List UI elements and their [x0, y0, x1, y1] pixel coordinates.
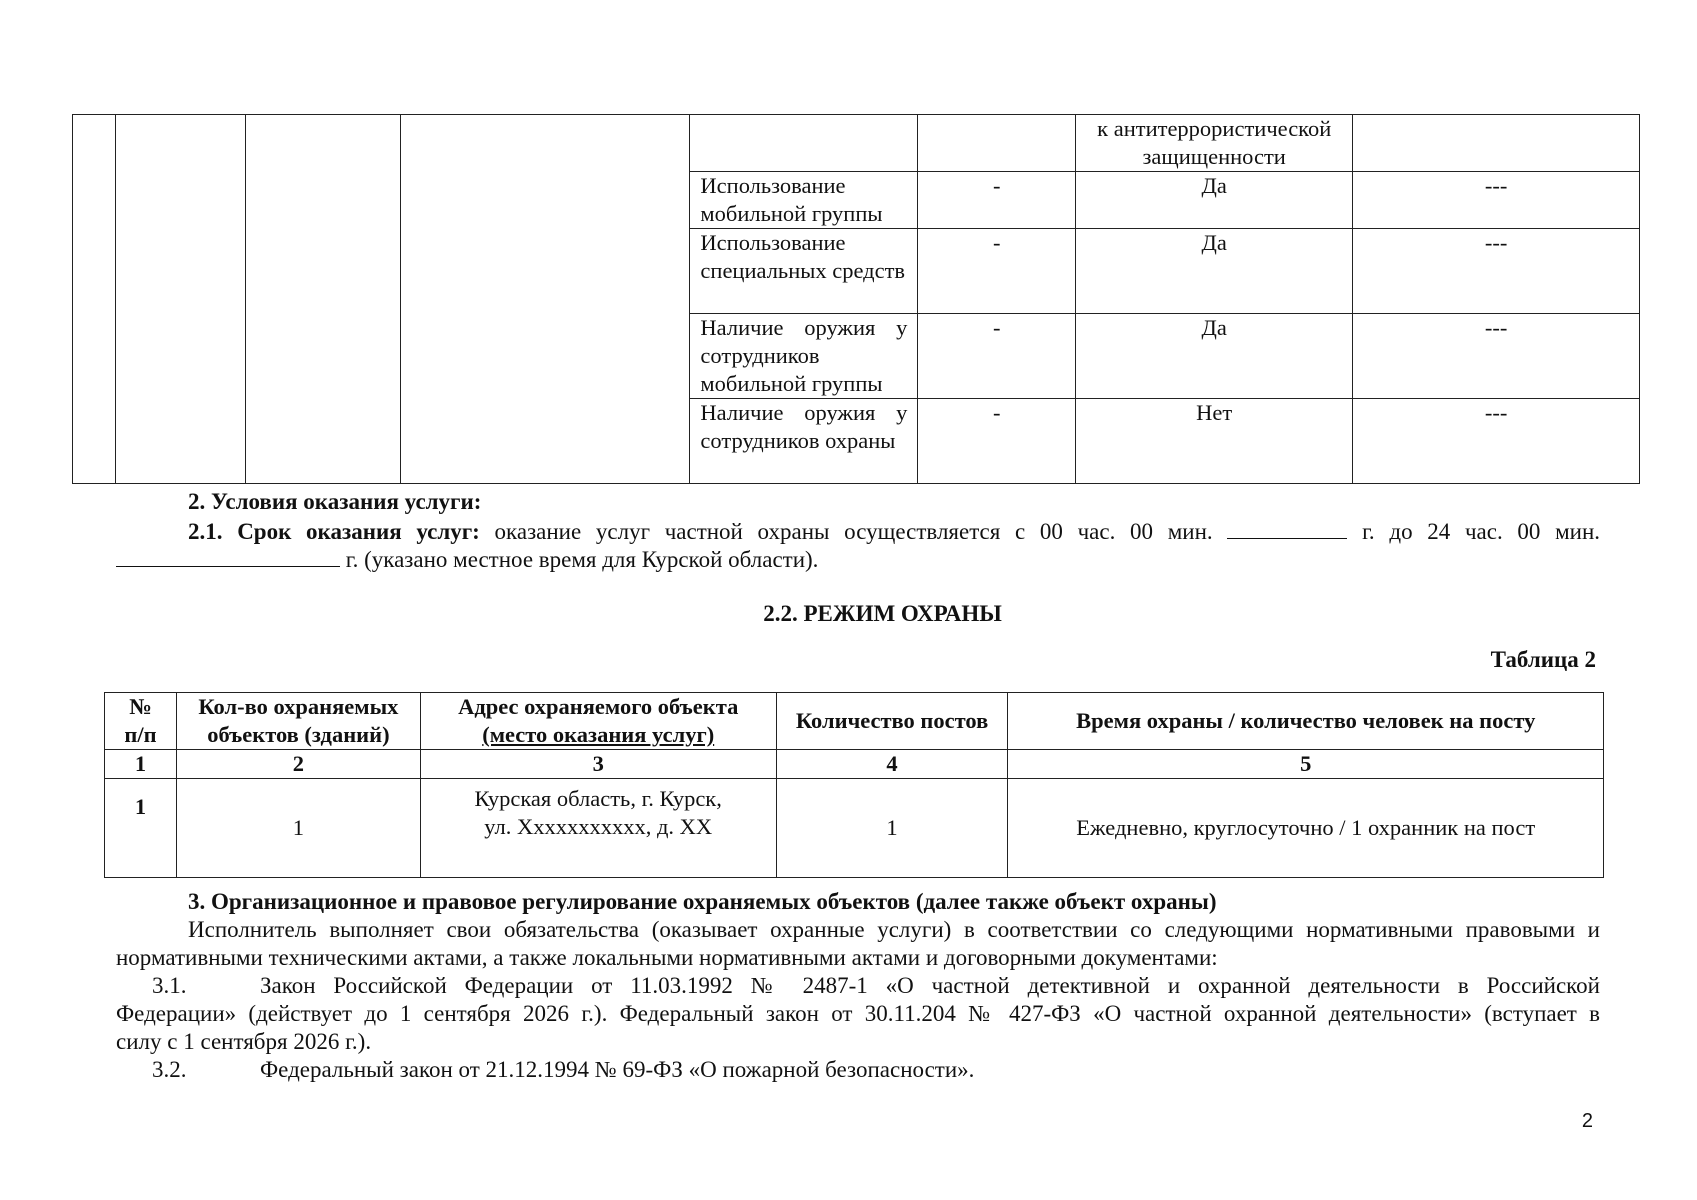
table-row [105, 779, 1604, 878]
section-2-1-label: 2.1. Срок оказания услуг: [188, 519, 480, 544]
value-cell: Да [1076, 314, 1353, 399]
measure-cell [690, 115, 918, 172]
table-row [73, 115, 1640, 172]
item-3-2-text: Федеральный закон от 21.12.1994 № 69-ФЗ «О пожарной безопасности». [260, 1057, 975, 1082]
row-number: 1 [105, 779, 177, 878]
page-number: 2 [1581, 1110, 1593, 1132]
section-3-heading: 3. Организационное и правовое регулирование охраняемых объектов (далее также объект охраны) [188, 889, 1217, 914]
services-table-continuation [72, 114, 1640, 484]
section-2-1-text-b: г. до 24 час. 00 мин. [1362, 519, 1601, 544]
table-2-label: Таблица 2 [1490, 647, 1596, 672]
section-3-intro-line1: Исполнитель выполняет свои обязательства (оказывает охранные услуги) в соответствии со следующими нормативными правовыми и [188, 917, 1600, 942]
section-2-1-line2 [116, 544, 818, 574]
section-3-intro-line2: нормативными техническими актами, а также локальными нормативными актами и договорными документами: [116, 945, 1218, 970]
posts-count: 1 [776, 779, 1008, 878]
cell: --- [1353, 229, 1640, 314]
column-header-time: Время охраны / количество человек на посту [1008, 693, 1604, 750]
objects-count: 1 [176, 779, 420, 878]
date-blank-start [1227, 516, 1347, 539]
column-numbers-row [105, 750, 1604, 779]
item-3-1-line3: силу с 1 сентября 2026 г.). [116, 1029, 372, 1054]
item-3-2-number: 3.2. [152, 1057, 187, 1082]
cell: --- [1353, 399, 1640, 484]
value-cell: Нет [1076, 399, 1353, 484]
measure-cell: Наличие оружия у сотрудников охраны [690, 399, 918, 484]
section-2-1-text-a: оказание услуг частной охраны осуществляется с 00 час. 00 мин. [494, 519, 1213, 544]
guard-time: Ежедневно, круглосуточно / 1 охранник на пост [1008, 779, 1604, 878]
section-2-1-line1 [188, 516, 1600, 546]
column-number: 1 [105, 750, 177, 779]
cell: - [918, 314, 1076, 399]
column-number: 3 [420, 750, 776, 779]
column-number: 4 [776, 750, 1008, 779]
measure-cell: Использование специальных средств [690, 229, 918, 314]
cell: - [918, 172, 1076, 229]
column-header-number: № п/п [105, 693, 177, 750]
measure-cell: Наличие оружия у сотрудников мобильной группы [690, 314, 918, 399]
cell [918, 115, 1076, 172]
column-number: 5 [1008, 750, 1604, 779]
cell: - [918, 399, 1076, 484]
value-cell: Да [1076, 229, 1353, 314]
table-header-row [105, 693, 1604, 750]
cell [1353, 115, 1640, 172]
column-header-address: Адрес охраняемого объекта (место оказания услуг) [420, 693, 776, 750]
value-cell: Да [1076, 172, 1353, 229]
item-3-1-line2: Федерации» (действует до 1 сентября 2026 г.). Федеральный закон от 30.11.204 № 427-ФЗ «О частной охранной деятельности» (вступает в [116, 1001, 1600, 1026]
column-header-objects-count: Кол-во охраняемых объектов (зданий) [176, 693, 420, 750]
section-2-heading: 2. Условия оказания услуги: [188, 489, 482, 514]
value-cell: к антитеррористической защищенности [1076, 115, 1353, 172]
address: Курская область, г. Курск, ул. Xxxxxxxxxxx, д. XX [420, 779, 776, 878]
section-2-2-heading: 2.2. РЕЖИМ ОХРАНЫ [763, 601, 1002, 626]
cell: --- [1353, 172, 1640, 229]
guard-mode-table [104, 692, 1604, 878]
item-3-1-number: 3.1. [152, 973, 187, 998]
measure-cell: Использование мобильной группы [690, 172, 918, 229]
cell: - [918, 229, 1076, 314]
section-2-1-text-c: г. (указано местное время для Курской области). [345, 547, 819, 572]
column-header-posts: Количество постов [776, 693, 1008, 750]
column-number: 2 [176, 750, 420, 779]
cell: --- [1353, 314, 1640, 399]
date-blank-end [116, 544, 340, 567]
item-3-1-line1: Закон Российской Федерации от 11.03.1992 № 2487-1 «О частной детективной и охранной деятельности в Российской [260, 973, 1600, 998]
